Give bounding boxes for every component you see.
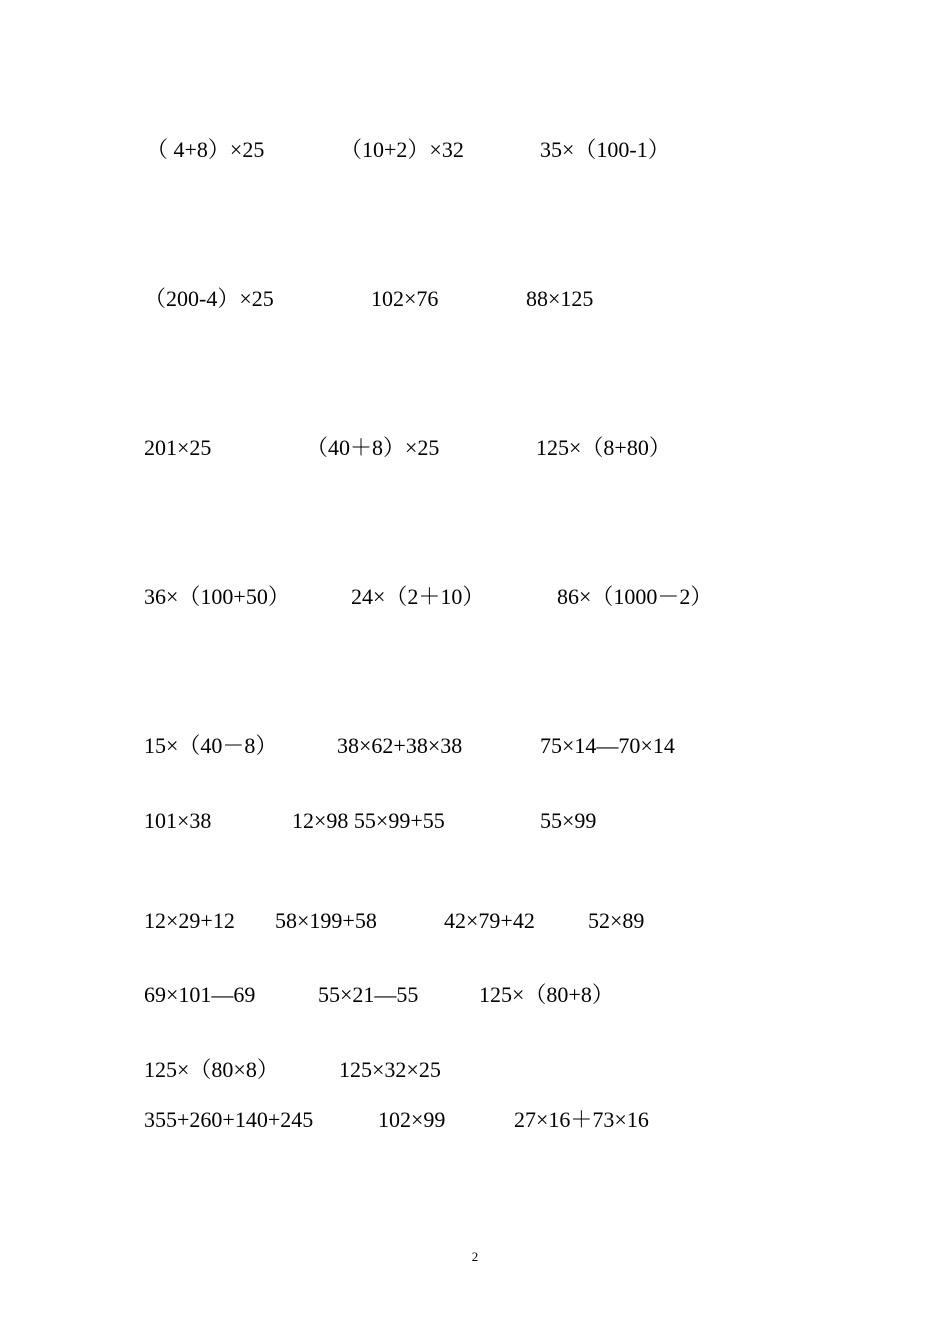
expression: 52×89 bbox=[588, 908, 645, 933]
expression: 58×199+58 bbox=[275, 908, 377, 933]
page-number: 2 bbox=[471, 1249, 479, 1264]
expression: （10+2）×32 bbox=[340, 137, 464, 162]
expression: 55×99 bbox=[540, 808, 597, 833]
expression: 15×（40－8） bbox=[144, 733, 278, 758]
expression: 35×（100-1） bbox=[540, 137, 670, 162]
expression: 75×14—70×14 bbox=[540, 733, 675, 758]
expression: 55×21—55 bbox=[318, 982, 419, 1007]
expression: 86×（1000－2） bbox=[557, 584, 713, 609]
expression: 24×（2＋10） bbox=[351, 584, 485, 609]
expression: 42×79+42 bbox=[444, 908, 535, 933]
expression: 125×（80×8） bbox=[144, 1057, 279, 1082]
expression: 36×（100+50） bbox=[144, 584, 290, 609]
expression: （ 4+8）×25 bbox=[146, 137, 265, 162]
expression: 38×62+38×38 bbox=[337, 733, 463, 758]
expression: 355+260+140+245 bbox=[144, 1107, 314, 1132]
expression: 125×（80+8） bbox=[479, 982, 614, 1007]
expression: 125×（8+80） bbox=[536, 435, 671, 460]
expression: 69×101—69 bbox=[144, 982, 256, 1007]
expression: 12×98 55×99+55 bbox=[292, 808, 445, 833]
expression: 201×25 bbox=[144, 435, 212, 460]
expression: 102×99 bbox=[378, 1107, 446, 1132]
expression: 12×29+12 bbox=[144, 908, 235, 933]
expression: 27×16＋73×16 bbox=[514, 1107, 649, 1132]
expression: （40＋8）×25 bbox=[306, 435, 440, 460]
expression: 88×125 bbox=[526, 286, 594, 311]
expression: 125×32×25 bbox=[339, 1057, 441, 1082]
expression: 102×76 bbox=[371, 286, 439, 311]
expression: （200-4）×25 bbox=[144, 286, 274, 311]
expression: 101×38 bbox=[144, 808, 212, 833]
